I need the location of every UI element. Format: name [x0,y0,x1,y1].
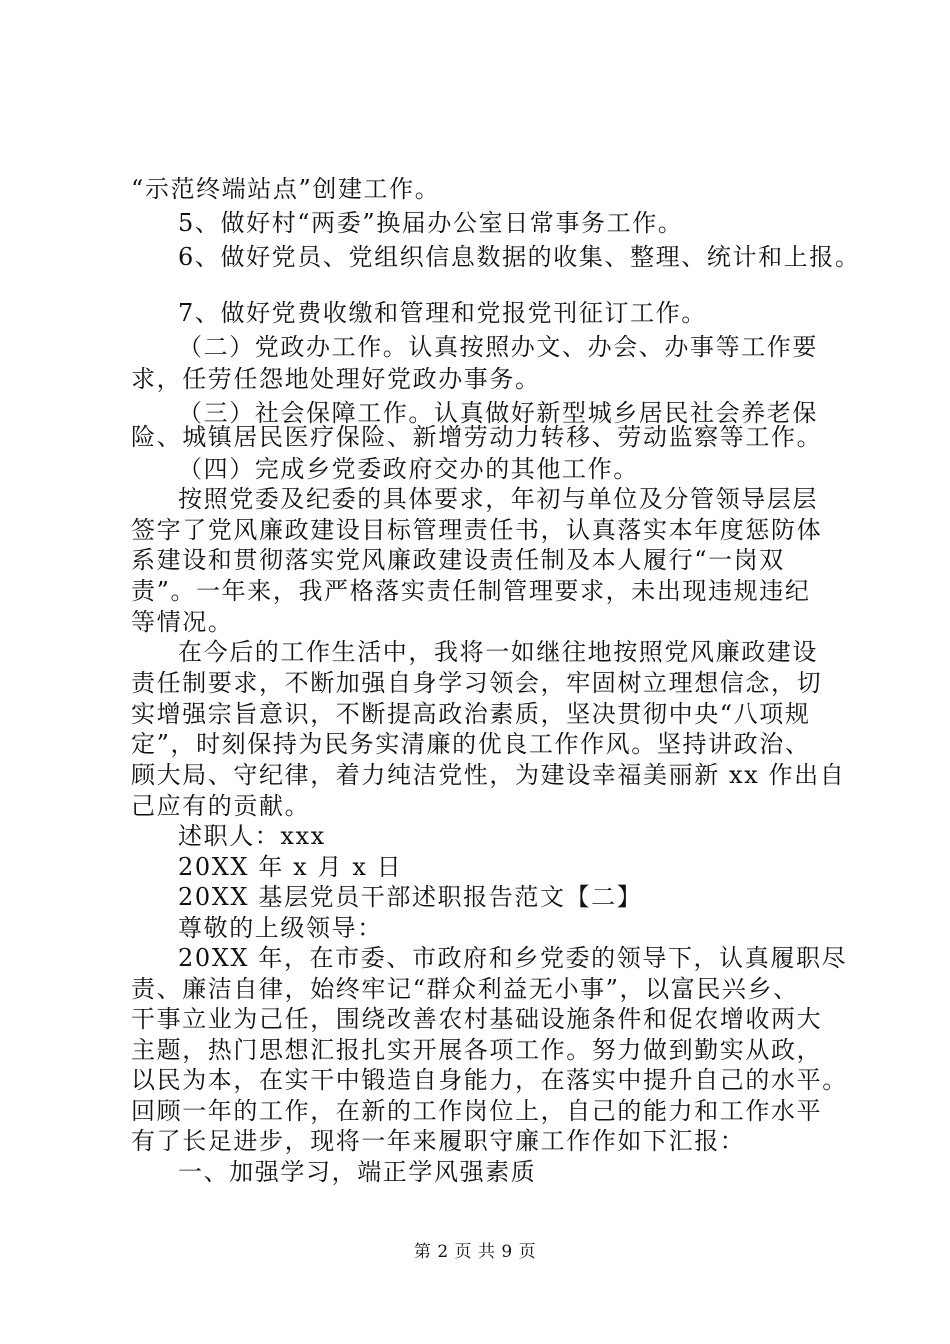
text-line: 有了长足进步，现将一年来履职守廉工作作如下汇报： [131,1127,746,1155]
text-line: 己应有的贡献。 [131,792,311,820]
text-line: 20XX 基层党员干部述职报告范文【二】 [178,883,643,911]
text-line: 以民为本，在实干中锻造自身能力，在落实中提升自己的水平。 [131,1066,848,1094]
text-line: 求，任劳任怨地处理好党政办事务。 [131,365,541,393]
text-line: （二）党政办工作。认真按照办文、办会、办事等工作要 [178,333,818,361]
text-line: “示范终端站点”创建工作。 [131,175,441,203]
text-line: 7、做好党费收缴和管理和党报党刊征订工作。 [178,299,707,327]
text-line: 主题，热门思想汇报扎实开展各项工作。努力做到勤实从政， [131,1036,823,1064]
text-line: 责任制要求，不断加强自身学习领会，牢固树立理想信念，切 [131,669,823,697]
page-number-footer: 第 2 页 共 9 页 [413,1242,537,1262]
text-line: 6、做好党员、党组织信息数据的收集、整理、统计和上报。 [178,243,861,271]
text-line: 20XX 年，在市委、市政府和乡党委的领导下，认真履职尽 [178,944,848,972]
text-line: 系建设和贯彻落实党风廉政建设责任制及本人履行“一岗双 [131,546,785,574]
text-line: 干事立业为己任，围绕改善农村基础设施条件和促农增收两大 [131,1005,823,1033]
text-line: 等情况。 [131,608,234,636]
text-line: 尊敬的上级领导： [178,914,383,942]
text-line: 责、廉洁自律，始终牢记“群众利益无小事”，以富民兴乡、 [131,975,799,1003]
text-line: 20XX 年 x 月 x 日 [178,853,403,881]
text-line: 责”。一年来，我严格落实责任制管理要求，未出现违规违纪 [131,577,811,605]
text-line: （四）完成乡党委政府交办的其他工作。 [178,455,639,483]
text-line: 述职人：xxx [178,822,326,850]
text-line: 实增强宗旨意识，不断提高政治素质，坚决贯彻中央“八项规 [131,700,811,728]
text-line: 顾大局、守纪律，着力纯洁党性，为建设幸福美丽新 xx 作出自 [131,761,846,789]
text-line: 险、城镇居民医疗保险、新增劳动力转移、劳动监察等工作。 [131,423,823,451]
text-line: 在今后的工作生活中，我将一如继往地按照党风廉政建设 [178,638,818,666]
text-line: 定”，时刻保持为民务实清廉的优良工作作风。坚持讲政治、 [131,730,811,758]
text-line: 5、做好村“两委”换届办公室日常事务工作。 [178,209,684,237]
section-heading: 一、加强学习，端正学风强素质 [178,1158,537,1186]
text-line: 按照党委及纪委的具体要求，年初与单位及分管领导层层 [178,485,818,513]
text-line: 签字了党风廉政建设目标管理责任书，认真落实本年度惩防体 [131,516,823,544]
text-line: （三）社会保障工作。认真做好新型城乡居民社会养老保 [178,399,818,427]
text-line: 回顾一年的工作，在新的工作岗位上，自己的能力和工作水平 [131,1097,823,1125]
